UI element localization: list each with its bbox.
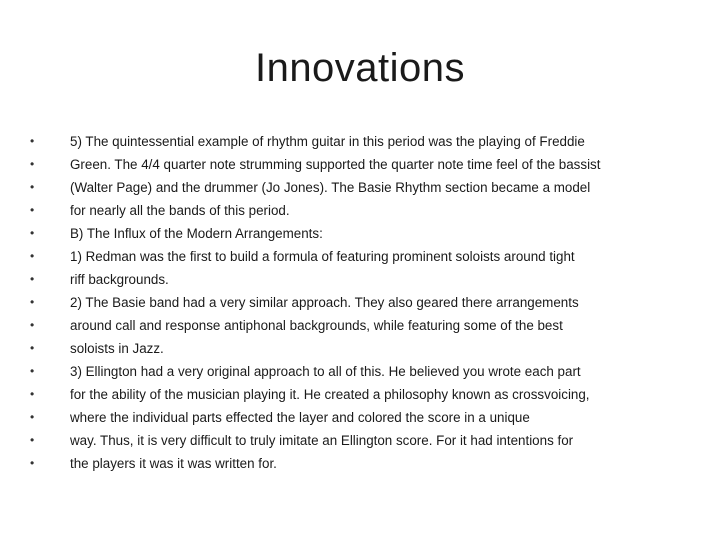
bullet-icon: • bbox=[30, 157, 35, 171]
bullet-line bbox=[30, 383, 690, 406]
bullet-text: (Walter Page) and the drummer (Jo Jones). The Basie Rhythm section became a model bbox=[70, 180, 591, 195]
bullet-line bbox=[30, 222, 690, 245]
bullet-line bbox=[30, 452, 690, 475]
bullet-line bbox=[30, 406, 690, 429]
bullet-text: where the individual parts effected the layer and colored the score in a unique bbox=[70, 410, 530, 425]
bullet-icon: • bbox=[30, 433, 35, 447]
bullet-line bbox=[30, 337, 690, 360]
bullet-icon: • bbox=[30, 295, 35, 309]
bullet-text: 1) Redman was the first to build a formula of featuring prominent soloists around tight bbox=[70, 249, 575, 264]
bullet-icon: • bbox=[30, 203, 35, 217]
bullet-line bbox=[30, 130, 690, 153]
bullet-icon: • bbox=[30, 226, 35, 240]
bullet-text: soloists in Jazz. bbox=[70, 341, 164, 356]
bullet-icon: • bbox=[30, 387, 35, 401]
bullet-icon: • bbox=[30, 272, 35, 286]
bullet-icon: • bbox=[30, 134, 35, 148]
bullet-text: around call and response antiphonal backgrounds, while featuring some of the best bbox=[70, 318, 563, 333]
bullet-line bbox=[30, 291, 690, 314]
bullet-icon: • bbox=[30, 318, 35, 332]
bullet-icon: • bbox=[30, 364, 35, 378]
bullet-text: the players it was it was written for. bbox=[70, 456, 277, 471]
bullet-line bbox=[30, 245, 690, 268]
bullet-line bbox=[30, 360, 690, 383]
bullet-text: 5) The quintessential example of rhythm guitar in this period was the playing of Freddie bbox=[70, 134, 585, 149]
bullet-icon: • bbox=[30, 180, 35, 194]
bullet-list bbox=[30, 130, 690, 475]
bullet-text: 3) Ellington had a very original approach to all of this. He believed you wrote each part bbox=[70, 364, 581, 379]
bullet-line bbox=[30, 429, 690, 452]
bullet-text: 2) The Basie band had a very similar approach. They also geared there arrangements bbox=[70, 295, 579, 310]
bullet-text: B) The Influx of the Modern Arrangements: bbox=[70, 226, 323, 241]
bullet-line bbox=[30, 176, 690, 199]
slide-title: Innovations bbox=[254, 46, 466, 90]
bullet-text: riff backgrounds. bbox=[70, 272, 169, 287]
bullet-icon: • bbox=[30, 341, 35, 355]
bullet-text: way. Thus, it is very difficult to truly imitate an Ellington score. For it had intentions for bbox=[70, 433, 574, 448]
bullet-icon: • bbox=[30, 456, 35, 470]
bullet-line bbox=[30, 268, 690, 291]
bullet-icon: • bbox=[30, 410, 35, 424]
bullet-line bbox=[30, 199, 690, 222]
bullet-line bbox=[30, 314, 690, 337]
bullet-text: Green. The 4/4 quarter note strumming supported the quarter note time feel of the bassist bbox=[70, 157, 601, 172]
bullet-text: for nearly all the bands of this period. bbox=[70, 203, 290, 218]
bullet-icon: • bbox=[30, 249, 35, 263]
bullet-line bbox=[30, 153, 690, 176]
bullet-text: for the ability of the musician playing it. He created a philosophy known as crossvoicing, bbox=[70, 387, 590, 402]
